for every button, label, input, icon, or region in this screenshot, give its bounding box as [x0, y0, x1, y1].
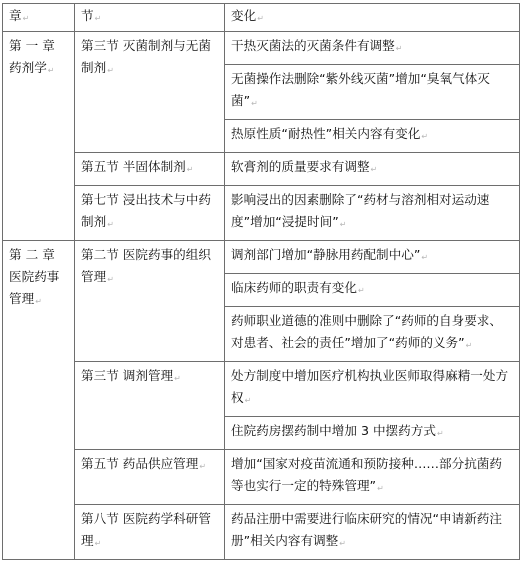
table-row [3, 362, 520, 417]
paragraph-mark-icon: ↵ [370, 165, 378, 174]
paragraph-mark-icon: ↵ [465, 341, 473, 350]
table-row [3, 241, 520, 274]
section-cell: 第三节 调剂管理↵ [75, 362, 225, 450]
paragraph-mark-icon: ↵ [421, 132, 429, 141]
paragraph-mark-icon: ↵ [107, 275, 114, 284]
change-cell: 住院药房摆药制中增加 3 中摆药方式↵ [225, 417, 520, 450]
paragraph-mark-icon: ↵ [94, 14, 102, 23]
paragraph-mark-icon: ↵ [35, 297, 42, 306]
table-row [3, 153, 520, 186]
change-cell: 软膏剂的质量要求有调整↵ [225, 153, 520, 186]
paragraph-mark-icon: ↵ [357, 286, 365, 295]
change-cell: 热原性质“耐热性”相关内容有变化↵ [225, 120, 520, 153]
paragraph-mark-icon: ↵ [257, 14, 264, 23]
change-cell: 影响浸出的因素删除了“药材与溶剂相对运动速度”增加“浸提时间”↵ [225, 186, 520, 241]
paragraph-mark-icon: ↵ [339, 539, 346, 548]
section-cell: 第八节 医院药学科研管理↵ [75, 505, 225, 560]
paragraph-mark-icon: ↵ [251, 99, 258, 108]
header-change: 变化↵ [225, 4, 520, 32]
section-cell: 第三节 灭菌制剂与无菌制剂↵ [75, 32, 225, 153]
paragraph-mark-icon: ↵ [436, 429, 444, 438]
paragraph-mark-icon: ↵ [339, 220, 347, 229]
header-chapter: 章↵ [3, 4, 75, 32]
change-cell: 临床药师的职责有变化↵ [225, 274, 520, 307]
paragraph-mark-icon: ↵ [174, 374, 181, 383]
paragraph-mark-icon: ↵ [107, 220, 114, 229]
paragraph-mark-icon: ↵ [47, 66, 55, 75]
paragraph-mark-icon: ↵ [199, 462, 207, 471]
table-row [3, 450, 520, 505]
section-cell: 第二节 医院药事的组织管理↵ [75, 241, 225, 362]
paragraph-mark-icon: ↵ [421, 253, 429, 262]
section-cell: 第五节 半固体制剂↵ [75, 153, 225, 186]
table-row [3, 186, 520, 241]
paragraph-mark-icon: ↵ [395, 44, 403, 53]
chapter-cell: 第 二 章 医院药事管理↵ [3, 241, 75, 560]
table-row [3, 32, 520, 65]
paragraph-mark-icon: ↵ [94, 539, 102, 548]
change-cell: 处方制度中增加医疗机构执业医师取得麻精一处方权↵ [225, 362, 520, 417]
change-cell: 无菌操作法删除“紫外线灭菌”增加“臭氧气体灭菌”↵ [225, 65, 520, 120]
section-cell: 第七节 浸出技术与中药制剂↵ [75, 186, 225, 241]
header-section: 节↵ [75, 4, 225, 32]
paragraph-mark-icon: ↵ [186, 165, 194, 174]
changes-table [2, 3, 520, 560]
chapter-cell: 第 一 章 药剂学↵ [3, 32, 75, 241]
change-cell: 干热灭菌法的灭菌条件有调整↵ [225, 32, 520, 65]
change-cell: 调剂部门增加“静脉用药配制中心”↵ [225, 241, 520, 274]
paragraph-mark-icon: ↵ [107, 66, 114, 75]
section-cell: 第五节 药品供应管理↵ [75, 450, 225, 505]
change-cell: 药品注册中需要进行临床研究的情况“申请新药注册”相关内容有调整↵ [225, 505, 520, 560]
change-cell: 增加“国家对疫苗流通和预防接种……部分抗菌药等也实行一定的特殊管理”↵ [225, 450, 520, 505]
table-row [3, 505, 520, 560]
table-header-row [3, 4, 520, 32]
paragraph-mark-icon: ↵ [22, 14, 30, 23]
paragraph-mark-icon: ↵ [244, 396, 252, 405]
change-cell: 药师职业道德的准则中删除了“药师的自身要求、对患者、社会的责任”增加了“药师的义务”↵ [225, 307, 520, 362]
paragraph-mark-icon: ↵ [377, 484, 384, 493]
